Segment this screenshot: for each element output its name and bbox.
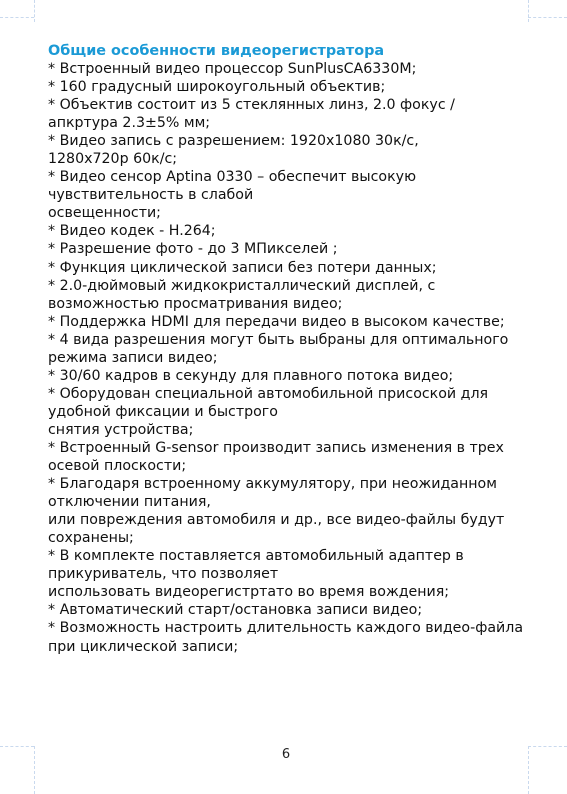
list-item	[48, 601, 518, 619]
list-item-line: чувствительность в слабой	[48, 187, 254, 204]
list-item-line: при циклической записи;	[48, 638, 239, 655]
list-item-line: или повреждения автомобиля и др., все видео-файлы будут	[48, 512, 505, 529]
crop-mark-bottom-right	[528, 746, 567, 747]
list-item-line: осевой плоскости;	[48, 458, 187, 475]
list-item-line: прикуриватель, что позволяет	[48, 566, 279, 583]
list-item-line: * Оборудован специальной автомобильной присоской для	[48, 385, 489, 402]
crop-mark-top-left-vertical	[34, 0, 35, 22]
list-item-line: освещенности;	[48, 205, 161, 222]
list-item-line: * Благодаря встроенному аккумулятору, при неожиданном	[48, 476, 497, 493]
page-number: 6	[281, 747, 291, 762]
list-item	[48, 547, 518, 601]
crop-mark-top-right	[528, 17, 567, 18]
list-item-line: * 4 вида разрешения могут быть выбраны для оптимального	[48, 331, 509, 348]
list-item-line: * Объектив состоит из 5 стеклянных линз, 2.0 фокус /	[48, 97, 455, 114]
list-item-line: * Встроенный G-sensor производит запись изменения в трех	[48, 439, 504, 456]
list-item	[48, 96, 518, 132]
section-heading: Общие особенности видеорегистратора	[48, 43, 385, 59]
list-item-line: * Видео кодек - H.264;	[48, 223, 216, 240]
list-item	[48, 277, 518, 313]
list-item-line: удобной фиксации и быстрого	[48, 403, 278, 420]
crop-mark-top-right-vertical	[528, 0, 529, 22]
list-item-line: сохранены;	[48, 530, 134, 547]
list-item-line: * Видео сенсор Aptina 0330 – обеспечит высокую	[48, 169, 417, 186]
feature-list	[48, 60, 524, 656]
list-item-line: * Разрешение фото - до 3 МПикселей ;	[48, 241, 338, 258]
list-item-line: отключении питания,	[48, 494, 211, 511]
list-item	[48, 60, 518, 78]
list-item-line: * Функция циклической записи без потери данных;	[48, 259, 437, 276]
list-item-line: снятия устройства;	[48, 421, 194, 438]
list-item	[48, 222, 518, 240]
crop-mark-bottom-left	[0, 746, 34, 747]
list-item	[48, 132, 518, 168]
list-item	[48, 78, 518, 96]
list-item	[48, 168, 518, 222]
document-body	[48, 42, 524, 656]
list-item	[48, 439, 518, 475]
list-item-line: апкртура 2.3±5% мм;	[48, 115, 211, 132]
list-item-line: * Автоматический старт/остановка записи видео;	[48, 602, 423, 619]
list-item-line: * В комплекте поставляется автомобильный адаптер в	[48, 548, 464, 565]
list-item-line: использовать видеорегистртато во время вождения;	[48, 584, 450, 601]
list-item-line: * Встроенный видео процессор SunPlusCA6330M;	[48, 61, 417, 77]
list-item	[48, 367, 518, 385]
list-item	[48, 240, 518, 258]
crop-mark-bottom-right-vertical	[528, 746, 529, 794]
crop-mark-top-left	[0, 17, 34, 18]
list-item-line: режима записи видео;	[48, 349, 218, 366]
list-item-line: 1280x720p 60к/с;	[48, 151, 178, 168]
list-item-line: * Поддержка HDMI для передачи видео в высоком качестве;	[48, 313, 505, 330]
list-item	[48, 313, 518, 331]
list-item-line: * 160 градусный широкоугольный объектив;	[48, 79, 386, 96]
crop-mark-bottom-left-vertical	[34, 746, 35, 794]
list-item-line: возможностью просматривания видео;	[48, 295, 343, 312]
list-item-line: * Видео запись с разрешением: 1920x1080 30к/с,	[48, 133, 419, 150]
list-item-line: * 30/60 кадров в секунду для плавного потока видео;	[48, 367, 454, 384]
list-item	[48, 475, 518, 547]
list-item	[48, 619, 524, 655]
list-item-line: * Возможность настроить длительность каждого видео-файла	[48, 620, 524, 637]
list-item	[48, 331, 518, 367]
list-item	[48, 259, 518, 277]
list-item-line: * 2.0-дюймовый жидкокристаллический дисплей, с	[48, 277, 436, 294]
list-item	[48, 385, 518, 439]
